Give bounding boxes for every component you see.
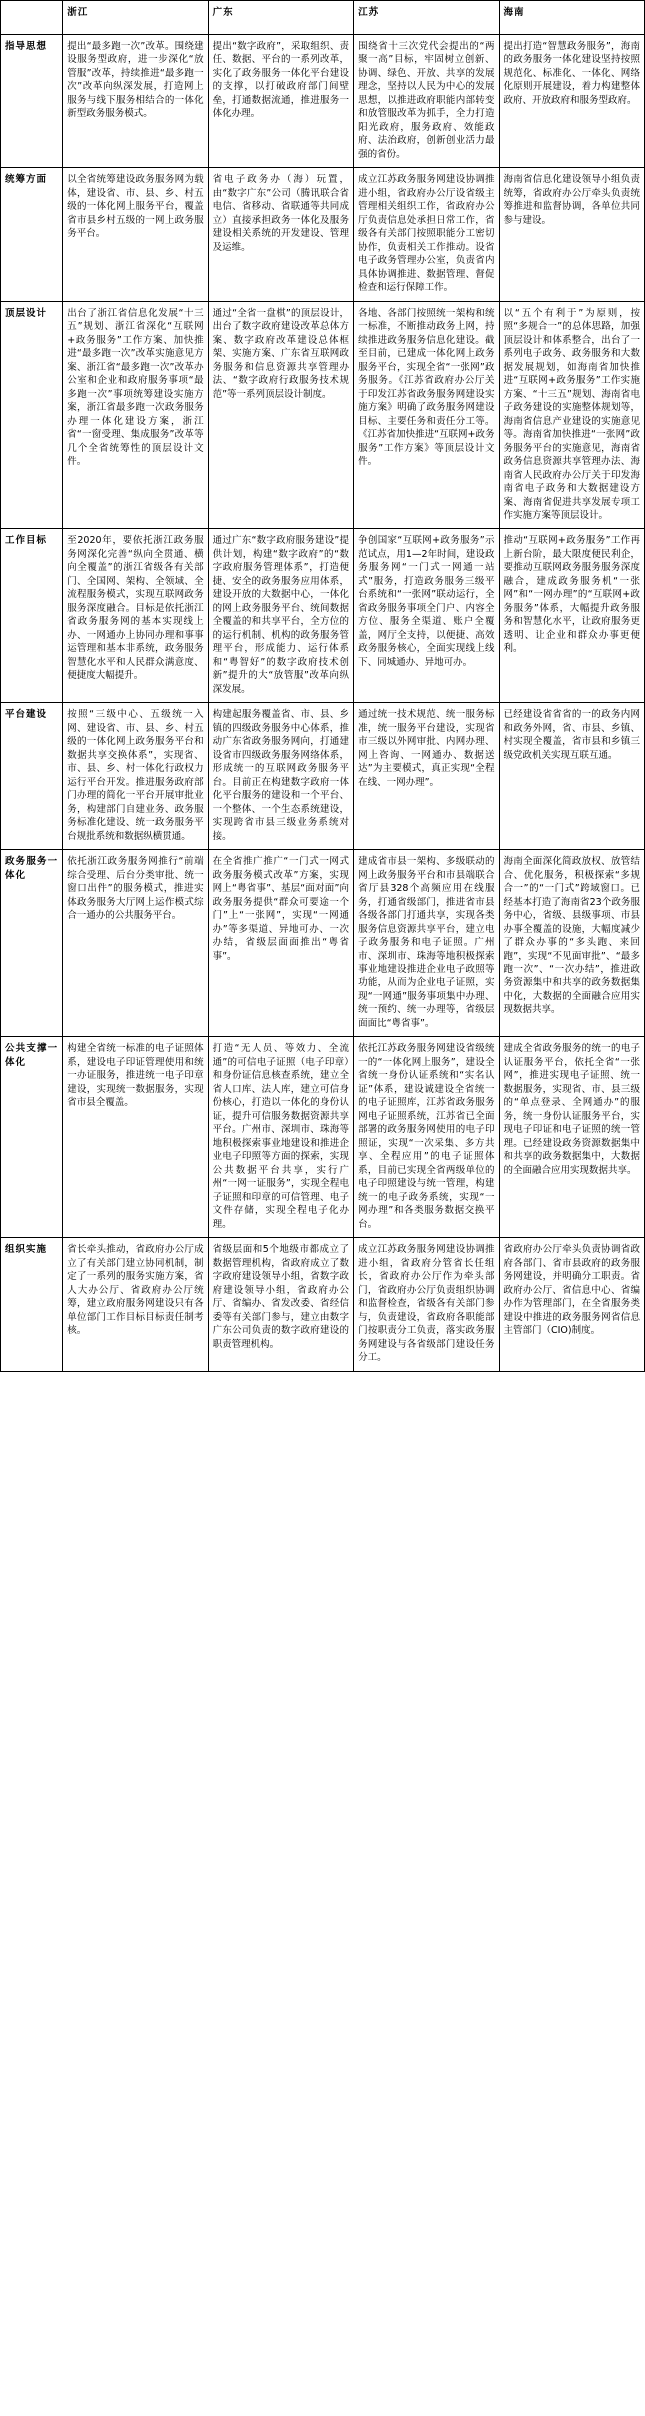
row-header-pingtai-jianshe: 平台建设: [1, 703, 63, 850]
cell-gongzuo-mubiao-hainan: 推动“互联网+政务服务”工作再上新台阶，最大限度便民利企，要推动互联网政务服务服务深度融合，建成政务服务机“一张网”和“一网办理”的“互联网+政务服务”体系，大幅提升政务服务和智慧化水平，让政府服务更透明、让企业和群众办事更便利。: [499, 529, 645, 703]
cell-pingtai-jianshe-jiangsu: 通过统一技术规范、统一服务标准，统一服务平台建设，实现省市三级以外网审批、内网办理、网上咨询、一网通办、数据送达”为主要模式，真正实现“全程在线、一网办理”。: [354, 703, 499, 850]
table-row: [1, 850, 645, 1037]
row-header-zhengwu-fuwu-yitihua: 政务服务一体化: [1, 850, 63, 1037]
cell-dingceng-sheji-jiangsu: 各地、各部门按照统一架构和统一标准，不断推动政务上网，持续推进政务服务信息化建设。截至目前，已建成一体化网上政务服务平台，实现全省“一张网”政务服务。《江苏省政府办公厅关于印发江苏省政务服务网建设实施方案》明确了政务服务网建设目标、主要任务和责任分工等。《江苏省加快推进“互联网+政务服务”工作方案》等顶层设计文件。: [354, 301, 499, 529]
table-row: [1, 529, 645, 703]
column-header-zhejiang: 浙江: [63, 1, 208, 35]
cell-dingceng-sheji-guangdong: 通过“全省一盘棋”的顶层设计，出台了数字政府建设改革总体方案、数字政府改革建设总体框架、实施方案、广东省互联网政务服务和信息资源共享管理办法、“数字政府行政服务技术规范”等一系列顶层设计制度。: [208, 301, 353, 529]
cell-pingtai-jianshe-zhejiang: 按照“三级中心、五级统一入网、建设省、市、县、乡、村五级的一体化网上政务服务平台和数据共享交换体系”，实现省、市、县、乡、村一体化行政权力运行平台开发。推进服务政府部门办理的简化一平台开展审批业务，构建部门自建业务、政务服务标准化建设、统一政务服务平台规批系统和数据纵横贯通。: [63, 703, 208, 850]
table-row: [1, 301, 645, 529]
cell-zuzhi-shishi-guangdong: 省级层面和5个地级市都成立了数据管理机构，省政府成立了数字政府建设领导小组，省数字政府建设领导小组，省政府办公厅、省编办、省发改委、省经信委等有关部门参与，建立由数字广东公司负责的数字政府建设的职责管理机构。: [208, 1238, 353, 1371]
cell-zuzhi-shishi-hainan: 省政府办公厅牵头负责协调省政府各部门、省市县政府的政务服务网建设，并明确分工职责。省政府办公厅、省信息中心、省编办作为管理部门，在全省服务类建设中推进的政务服务网省信息主管部门（CIO)制度。: [499, 1238, 645, 1371]
table-header-row: [1, 1, 645, 35]
cell-zhidao-sixiang-jiangsu: 围绕省十三次党代会提出的“两聚一高”目标，牢固树立创新、协调、绿色、开放、共享的发展理念，坚持以人民为中心的发展思想，以推进政府职能内部转变和放管服改革为抓手，全力打造阳光政府，服务政府、效能政府、法治政府，创新创业活力最强的省份。: [354, 35, 499, 168]
cell-gonggong-zhicheng-yitihua-zhejiang: 构建全省统一标准的电子证照体系，建设电子印证管理使用和统一办证服务，推进统一电子印章建设，实现统一数据服务，实现省市县全覆盖。: [63, 1037, 208, 1238]
column-header-hainan: 海南: [499, 1, 645, 35]
cell-zuzhi-shishi-zhejiang: 省长牵头推动，省政府办公厅成立了有关部门建立协同机制，制定了一系列的服务实施方案，省人大办公厅、省政府办公厅统筹，建立政府服务网建设只有各单位部门工作目标目标责任制考核。: [63, 1238, 208, 1371]
cell-tongchou-fangmian-jiangsu: 成立江苏政务服务网建设协调推进小组，省政府办公厅设省级主管理相关组织工作，省政府办公厅负责信息处承担日常工作，省级各有关部门按照职能分工密切协作，负责相关工作推动。设省电子政务管理办公室，负责省内具体协调推进、数据管理、督促检查和运行保障工作。: [354, 168, 499, 301]
table-corner-cell: [1, 1, 63, 35]
row-header-tongchou-fangmian: 统筹方面: [1, 168, 63, 301]
cell-gonggong-zhicheng-yitihua-hainan: 建成全省政务服务的统一的电子认证服务平台，依托全省“一张网”，推进实现电子证照、统一数据服务，实现省、市、县三级的“单点登录、全网通办”的服务，统一身份认证服务平台，实现电子印证和电子证照的统一管理。已经建设政务资源数据集中和共享的政务数据集中，大数据的全面融合应用实现数据共享。: [499, 1037, 645, 1238]
row-header-gonggong-zhicheng-yitihua: 公共支撑一体化: [1, 1037, 63, 1238]
table-row: [1, 1238, 645, 1371]
cell-zhidao-sixiang-hainan: 提出打造“智慧政务服务”，海南的政务服务一体化建设坚持按照规范化、标准化、一体化、网络化原则开展建设，着力构建整体政府、开放政府和服务型政府。: [499, 35, 645, 168]
cell-zhengwu-fuwu-yitihua-jiangsu: 建成省市县一架构、多级联动的网上政务服务平台和市县端联合省厅县328个高频应用在线服务，打通省级部门，推进省市县各级各部门打通共享，实现各类服务信息资源共享平台，建立电子政务服务和电子证照。广州市、深圳市、珠海等地积极探索事业地建设推进企业电子政照等功能，从而为企业电子证照，实现“一网通”服务事项集中办理、统一预约、统一办理等，省级层面面比“粤省事”。: [354, 850, 499, 1037]
cell-gongzuo-mubiao-jiangsu: 争创国家“互联网+政务服务”示范试点，用1—2年时间，建设政务服务网“一门式一网通一站式”服务，打造政务服务三级平台系统和“一张网”联动运行，全省政务服务事项全门户、内容全方位、服务全渠道、账户全覆盖，网厅全支持，以便捷、高效政务服务核心，全面实现线上线下、同城通办、异地可办。: [354, 529, 499, 703]
column-header-guangdong: 广东: [208, 1, 353, 35]
table-row: [1, 703, 645, 850]
table-row: [1, 168, 645, 301]
row-header-zuzhi-shishi: 组织实施: [1, 1238, 63, 1371]
cell-gongzuo-mubiao-zhejiang: 至2020年，要依托浙江政务服务网深化完善“纵向全贯通、横向全覆盖”的浙江省级各有关部门、全国网、架构、全领域、全流程服务模式，实现互联网政务服务深度融合。目标是依托浙江省政务服务网的基本实现线上办、一网通办上协同办理和事事运管理和基本非系统，政务服务智慧化水平和人民群众满意度、便捷度大幅提升。: [63, 529, 208, 703]
cell-gonggong-zhicheng-yitihua-jiangsu: 依托江苏政务服务网建设省级统一的“一体化网上服务”，建设全省统一身份认证系统和“实名认证”体系，建设诚建设全省统一的电子证照库，江苏省政务服务网电子证照系统，江苏省已全面部署的政务服务网使用的电子印照证，实现“一次采集、多方共享、全程应用”的电子证照体系，目前已实现全省两级单位的电子印照建设与统一管理，构建统一的电子政务系统，实现“一网办理”和各类服务数据交换平台。: [354, 1037, 499, 1238]
cell-dingceng-sheji-zhejiang: 出台了浙江省信息化发展“十三五”规划、浙江省深化“互联网+政务服务”工作方案、加快推进“最多跑一次”改革实施意见方案、浙江省“最多跑一次”改革办公室和企业和政府服务事项“最多跑一次”事项统筹建设实施方案，浙江省最多跑一次政务服务办理一体化建设方案，浙江省“一窗受理、集成服务”改革等几个全省统筹性的顶层设计文件。: [63, 301, 208, 529]
column-header-jiangsu: 江苏: [354, 1, 499, 35]
cell-zhengwu-fuwu-yitihua-hainan: 海南全面深化简政放权、放管结合、优化服务，积极探索“多规合一”的“一门式”跨域窗口。已经基本打造了海南省23个政务服务中心，省级、县级事项、市县办事全覆盖的设施，大幅度减少了群众办事的“多头跑、来回跑”，实现“不见面审批”、“最多跑一次”、“一次办结”，推进政务资源集中和共享的政务数据集中化，大数据的全面融合应用实现数据共享。: [499, 850, 645, 1037]
row-header-gongzuo-mubiao: 工作目标: [1, 529, 63, 703]
cell-pingtai-jianshe-guangdong: 构建起服务覆盖省、市、县、乡镇的四级政务服务中心体系，推动广东省政务服务网向，打通建设省市四级政务服务网络体系，形成统一的互联网政务服务平台。目前正在构建数字政府一体化平台服务的建设和一个平台、一个整体、一个生态系统建设，实现跨省市县三级业务系统对接。: [208, 703, 353, 850]
table-row: [1, 1037, 645, 1238]
cell-dingceng-sheji-hainan: 以“五个有利于”为原则，按照“多规合一”的总体思路，加强顶层设计和体系整合，出台了一系列电子政务、政务服务和大数据发展规划，如海南省加快推进“互联网+政务服务”工作实施方案、“十三五”规划、海南省电子政务建设的实施整体规划等，海南省信息产业建设的实施意见等。海南省加快推进“一张网”政务服务平台的实施意见，海南省政务信息资源共享管理办法、海南省人民政府办公厅关于印发海南省电子政务和大数据建设方案、海南省促进共享发展专项工作实施方案等顶层设计。: [499, 301, 645, 529]
cell-tongchou-fangmian-zhejiang: 以全省统筹建设政务服务网为载体，建设省、市、县、乡、村五级的一体化网上服务平台，覆盖省市县乡村五级的一网上政务服务平台。: [63, 168, 208, 301]
cell-tongchou-fangmian-guangdong: 省电子政务办（海）玩置，由“数字广东”公司（腾讯联合省电信、省移动、省联通等共同成立）直接承担政务一体化及服务建设相关系统的开发建设、管理及运维。: [208, 168, 353, 301]
cell-zuzhi-shishi-jiangsu: 成立江苏政务服务网建设协调推进小组，省政府分管省长任组长，省政府办公厅作为牵头部门，省政府办公厅负责组织协调和监督检查，省级各有关部门参与，负责建设，省政府各职能部门按职责分工负责，落实政务服务网建设与各省级部门建设任务分工。: [354, 1238, 499, 1371]
cell-zhidao-sixiang-guangdong: 提出“数字政府”，采取组织、责任、数据、平台的一系列改革，实化了政务服务一体化平台建设的支撑，以打破政府部门间壁垒，打通数据流通，推进服务一体化办理。: [208, 35, 353, 168]
cell-gongzuo-mubiao-guangdong: 通过广东“数字政府服务建设”提供计划，构建“数字政府”的“数字政府服务管理体系”，打造便捷、安全的政务服务应用体系，建设开放的大数据中心，一体化的网上政务服务平台、统间数据全覆盖的和共享平台，全方位的的运行机制、机构的政务服务管理平台，形成能力、运行体系和“粤智好”的数字政府技术创新”提升的大“放管服”改革向纵深发展。: [208, 529, 353, 703]
cell-zhidao-sixiang-zhejiang: 提出“最多跑一次”改革。围绕建设服务型政府，进一步深化“放管服”改革，持续推进“最多跑一次”改革向纵深发展，打造网上服务与线下服务相结合的一体化新型政务服务模式。: [63, 35, 208, 168]
row-header-zhidao-sixiang: 指导思想: [1, 35, 63, 168]
cell-tongchou-fangmian-hainan: 海南省信息化建设领导小组负责统筹，省政府办公厅牵头负责统筹推进和监督协调，各单位共同参与建设。: [499, 168, 645, 301]
row-header-dingceng-sheji: 顶层设计: [1, 301, 63, 529]
table-row: [1, 35, 645, 168]
cell-pingtai-jianshe-hainan: 已经建设省省省的一的政务内网和政务外网，省、市县、乡镇、村实现全覆盖，省市县和乡镇三级党政机关实现互联互通。: [499, 703, 645, 850]
cell-zhengwu-fuwu-yitihua-zhejiang: 依托浙江政务服务网推行“前端综合受理、后台分类审批、统一窗口出件”的服务模式，推进实体政务服务大厅网上运作模式综合一通办的公共服务平台。: [63, 850, 208, 1037]
cell-zhengwu-fuwu-yitihua-guangdong: 在全省推广推广“一门式一网式政务服务模式改革”方案，实现网上“粤省事”、基层“面对面”向政务服务提供“群众可要途一个门”上“一张网”，实现“一网通办”等多渠道、异地可办、一次办结，省级层面面推出“粤省事”。: [208, 850, 353, 1037]
cell-gonggong-zhicheng-yitihua-guangdong: 打造“无人员、等效力、全流通”的可信电子证照（电子印章）和身份证信息核查系统，建立全省人口库、法人库，建立可信身份核心，打造以一体化的身份认证，提升可信服务数据资源共享平台。广州市、深圳市、珠海等地积极探索事业地建设和推进企业电子印照等方面的探索，实现公共数据平台共享，实行广州“一网一证服务”，实现全程电子证照和印章的可信管理、电子文件存储，实现全程电子化办理。: [208, 1037, 353, 1238]
